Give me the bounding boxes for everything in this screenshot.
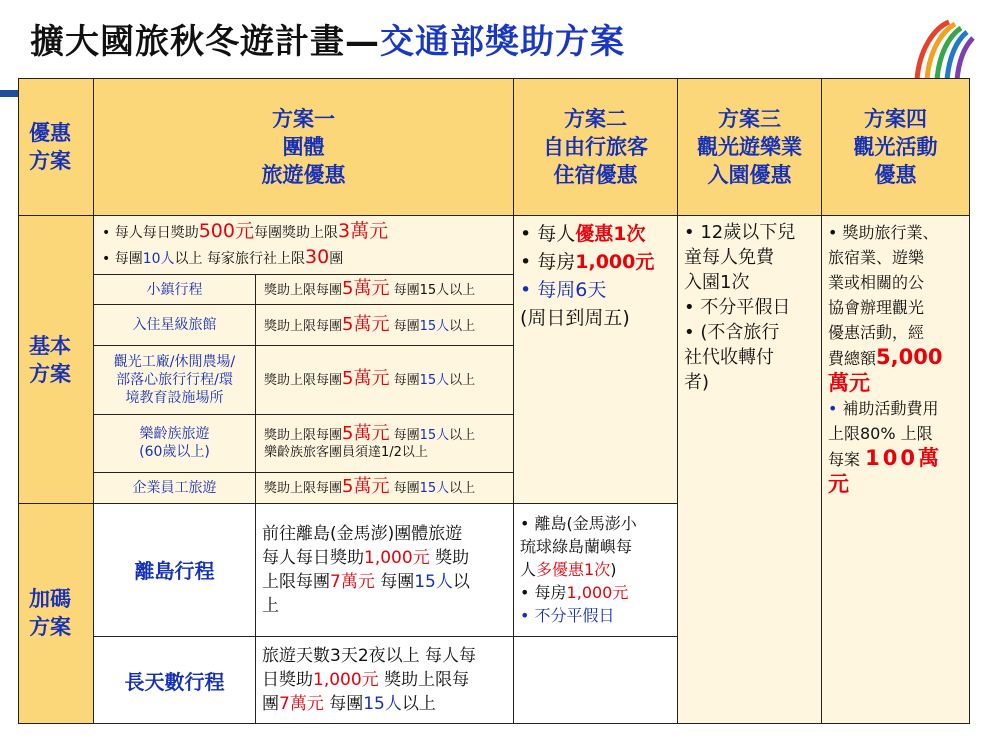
plan2-bonus-empty <box>514 637 678 724</box>
row-town-tour-label: 小鎮行程 <box>94 275 256 305</box>
row-long-trip-subsidy: 旅遊天數3天2夜以上 每人每 日獎助1,000元 獎助上限每 團7萬元 每團15人以上 <box>256 637 514 724</box>
row-factory-farm-subsidy: 獎助上限每團5萬元 每團15人以上 <box>256 345 514 414</box>
plan4-details: • 獎助旅行業、 旅宿業、遊樂 業或相關的公 協會辦理觀光 優惠活動，經 費總額5,000 萬元 • 補助活動費用 上限80% 上限 每案 100萬 元 <box>822 216 970 724</box>
plan1-general-subsidy: • 每人每日獎助500元每團獎助上限3萬元 • 每團10人以上 每家旅行社上限30團 <box>94 216 514 275</box>
row-factory-farm-label: 觀光工廠/休閒農場/ 部落心旅行行程/環 境教育設施場所 <box>94 345 256 414</box>
plan2-bonus-details: • 離島(金馬澎小 琉球綠島蘭嶼每 人多優惠1次) • 每房1,000元 • 不分平假日 <box>514 503 678 636</box>
accent-bar <box>0 90 18 97</box>
row-senior-tour-label: 樂齡族旅遊 (60歲以上) <box>94 414 256 473</box>
row-star-hotel-subsidy: 獎助上限每團5萬元 每團15人以上 <box>256 305 514 345</box>
row-island-label: 離島行程 <box>94 503 256 636</box>
header-offer-plan: 優惠 方案 <box>19 79 94 216</box>
row-employee-tour-subsidy: 獎助上限每團5萬元 每團15人以上 <box>256 473 514 503</box>
header-plan-3: 方案三 觀光遊樂業 入園優惠 <box>678 79 822 216</box>
row-employee-tour-label: 企業員工旅遊 <box>94 473 256 503</box>
row-town-tour-subsidy: 獎助上限每團5萬元 每團15人以上 <box>256 275 514 305</box>
bonus-plan-label: 加碼 方案 <box>19 503 94 723</box>
row-star-hotel-label: 入住星級旅館 <box>94 305 256 345</box>
basic-plan-label: 基本 方案 <box>19 216 94 503</box>
page-title: 擴大國旅秋冬遊計畫—交通部獎助方案 <box>30 22 625 62</box>
plan-table <box>18 78 970 724</box>
header-plan-1: 方案一 團體 旅遊優惠 <box>94 79 514 216</box>
taiwan-logo-icon <box>909 10 979 82</box>
header-plan-2: 方案二 自由行旅客 住宿優惠 <box>514 79 678 216</box>
plan2-basic-details: • 每人優惠1次 • 每房1,000元 • 每周6天 (周日到周五) <box>514 216 678 503</box>
row-senior-tour-subsidy: 獎助上限每團5萬元 每團15人以上 樂齡族旅客團員須達1/2以上 <box>256 414 514 473</box>
header-plan-4: 方案四 觀光活動 優惠 <box>822 79 970 216</box>
row-long-trip-label: 長天數行程 <box>94 637 256 724</box>
row-island-subsidy: 前往離島(金馬澎)團體旅遊 每人每日獎助1,000元 獎助 上限每團7萬元 每團15人以 上 <box>256 503 514 636</box>
plan3-details: • 12歲以下兒 童每人免費 入園1次 • 不分平假日 • (不含旅行 社代收轉付 者) <box>678 216 822 724</box>
